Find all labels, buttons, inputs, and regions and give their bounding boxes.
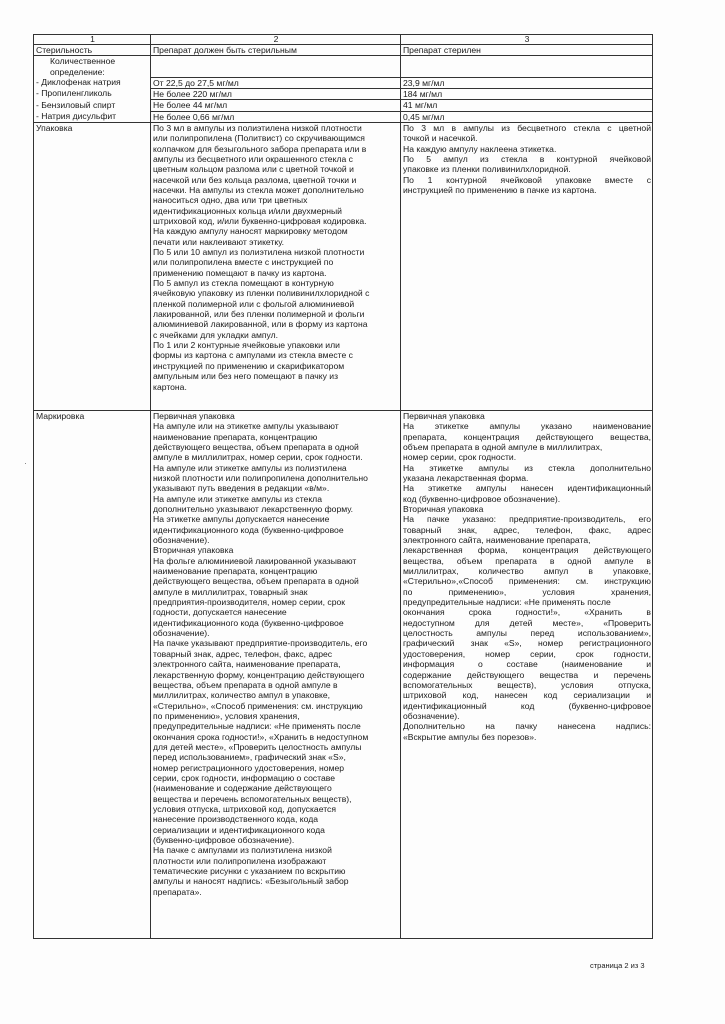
text-line: На этикетке ампулы указано наименование xyxy=(403,421,651,432)
quant-requirement: Не более 0,66 мг/мл xyxy=(151,111,401,122)
quant-result: 184 мг/мл xyxy=(401,88,653,99)
text-line: наноситься одно, два или три цветных xyxy=(153,195,308,206)
text-line: препарата, концентрация действующего вещества, xyxy=(403,431,651,442)
text-line: графический знак «S», номер регистрационного xyxy=(403,638,651,649)
text-line: номер регистрационного удостоверения, номер xyxy=(153,762,345,773)
text-line: ампулы и наносят надпись: «Безыгольный забор xyxy=(153,876,349,887)
quant-result: 0,45 мг/мл xyxy=(401,111,653,122)
text-line: вещества, объем препарата в одной ампуле в xyxy=(403,555,651,566)
text-line: предупредительные надписи: «Не применять после xyxy=(153,721,361,732)
text-line: перед использованием», графический знак «S», xyxy=(153,752,346,763)
text-line: «Стерильно»,«Способ применения: см. инструкцию xyxy=(403,576,651,587)
row-sterility xyxy=(34,45,653,56)
quantitative-label-line: определение: xyxy=(50,66,105,77)
text-line: По 1 или 2 контурные ячейковые упаковки или xyxy=(153,340,340,351)
text-line: окончания срока годности!», «Хранить в xyxy=(403,607,651,618)
text-line: или полипропилена (Политвист) со скручивающимся xyxy=(153,133,365,144)
packaging-result xyxy=(401,122,653,410)
text-line: идентификационного кода (буквенно-цифровое xyxy=(153,524,344,535)
text-line: По 5 ампул из стекла в контурной ячейковой xyxy=(403,153,651,164)
header-col-1: 1 xyxy=(34,35,151,45)
text-line: На фольге алюминиевой лакированной указывают xyxy=(153,555,357,566)
quant-name: - Бензиловый спирт xyxy=(34,100,151,111)
quant-result: 23,9 мг/мл xyxy=(401,77,653,88)
quantitative-empty xyxy=(401,56,653,77)
text-line: идентификационного кода (буквенно-цифровое xyxy=(153,617,344,628)
packaging-label: Упаковка xyxy=(34,122,151,410)
margin-mark: · xyxy=(24,458,27,468)
text-line: товарный знак, адрес, телефон, факс, адрес xyxy=(403,524,651,535)
text-line: На этикетке ампулы из стекла дополнительно xyxy=(403,462,651,473)
text-line: для детей месте», «Проверить целостность ампулы xyxy=(153,741,362,752)
text-line: указана лекарственная форма. xyxy=(403,472,529,483)
row-quantitative-heading xyxy=(34,56,653,77)
row-marking xyxy=(34,410,653,938)
text-line: По 5 или 10 ампул из полиэтилена низкой плотности xyxy=(153,247,365,258)
packaging-requirement xyxy=(151,122,401,410)
text-line: миллилитрах, количество ампул в упаковке, xyxy=(403,566,651,577)
text-line: По 3 мл в ампулы из полиэтилена низкой плотности xyxy=(153,122,362,133)
quant-result: 41 мг/мл xyxy=(401,100,653,111)
text-line: дополнительно указывают лекарственную форму. xyxy=(153,504,354,514)
text-line: миллилитрах, количество ампул в упаковке, xyxy=(153,690,331,701)
text-line: картона. xyxy=(153,381,187,392)
row-packaging xyxy=(34,122,653,410)
text-line: насечки. На ампулы из стекла может дополнительно xyxy=(153,184,364,195)
text-line: годности, допускается нанесение xyxy=(153,607,287,618)
text-line: электронного сайта, наименование препарата, xyxy=(153,659,341,670)
text-line: ячейковую упаковку из пленки поливинилхлоридной с xyxy=(153,288,370,299)
text-line: целостность ампулы перед использованием», xyxy=(403,628,651,639)
text-line: инструкцией по применению и скарификатором xyxy=(153,360,345,371)
text-line: наименование препарата, концентрацию xyxy=(153,566,318,577)
text-line: пленкой полимерной или с фольгой алюминиевой xyxy=(153,298,355,309)
marking-requirement xyxy=(151,410,401,938)
text-line: по применению», условия хранения, xyxy=(153,710,300,721)
text-line: Первичная упаковка xyxy=(153,410,235,421)
text-line: идентификационных кольца и/или двухмерный xyxy=(153,205,342,216)
text-line: нанесение производственного кода, кода xyxy=(153,814,318,825)
text-line: «Стерильно», «Способ применения: см. инструкцию xyxy=(153,700,363,711)
header-col-3: 3 xyxy=(401,35,653,45)
text-line: На каждую ампулу наносят маркировку методом xyxy=(153,226,348,237)
text-line: обозначение). xyxy=(153,535,210,546)
text-line: На этикетке ампулы нанесен идентификационный xyxy=(403,483,651,494)
text-line: вещества и перечень вспомогательных веществ), xyxy=(153,793,352,804)
text-line: информация о составе (наименование и xyxy=(403,659,651,670)
text-line: «Вскрытие ампулы без порезов». xyxy=(403,731,537,742)
text-line: сериализации и идентификационного кода xyxy=(153,824,325,835)
text-line: Первичная упаковка xyxy=(403,410,485,421)
text-line: На ампуле или этикетке ампулы из полиэтилена xyxy=(153,462,347,473)
text-line: вещества, объем препарата в одной ампуле в xyxy=(153,679,338,690)
text-line: препарата». xyxy=(153,886,202,897)
text-line: тематические рисунки с указанием по вскрытию xyxy=(153,866,346,877)
text-line: с ячейками для укладки ампул. xyxy=(153,329,279,340)
text-line: вспомогательных веществ), условия отпуска, xyxy=(403,679,651,690)
page-number: страница 2 из 3 xyxy=(590,961,645,970)
text-line: предупредительные надписи: «Не применять после xyxy=(403,597,611,608)
text-line: плотности или полипропилена изображают xyxy=(153,855,327,866)
marking-label: Маркировка xyxy=(34,410,151,938)
text-line: предприятия-производителя, номер серии, срок xyxy=(153,597,346,608)
text-line: Дополнительно на пачку нанесена надпись: xyxy=(403,721,651,732)
quantitative-label-line: Количественное xyxy=(50,56,116,67)
text-line: (наименование и содержание действующего xyxy=(153,783,332,794)
text-line: Вторичная упаковка xyxy=(153,545,234,556)
text-line: штриховой код, и/или буквенно-цифровая кодировка. xyxy=(153,216,367,226)
text-line: На пачке указано: предприятие-производитель, его xyxy=(403,514,651,525)
text-line: колпачком для безыгольного забора препарата или в xyxy=(153,143,367,154)
text-line: номер серии, срок годности. xyxy=(403,452,517,463)
text-line: упаковке из пленки поливинилхлоридной. xyxy=(403,164,571,175)
sterility-requirement: Препарат должен быть стерильным xyxy=(151,45,401,56)
text-line: На ампуле или этикетке ампулы из стекла xyxy=(153,493,322,504)
text-line: действующего вещества, объем препарата в одной xyxy=(153,576,359,587)
text-line: идентификационный код (буквенно-цифровое xyxy=(403,700,651,711)
quantitative-label xyxy=(34,56,151,77)
text-line: действующего вещества, объем препарата в одной xyxy=(153,441,359,452)
quant-requirement: Не более 44 мг/мл xyxy=(151,100,401,111)
text-line: удостоверения, номер серии, срок годности, xyxy=(403,648,651,659)
text-line: низкой плотности или полипропилена дополнительно xyxy=(153,472,368,483)
text-line: ампуле в миллилитрах, товарный знак xyxy=(153,586,308,597)
quant-row xyxy=(34,100,653,111)
text-line: Вторичная упаковка xyxy=(403,504,484,514)
text-line: На пачке с ампулами из полиэтилена низкой xyxy=(153,845,332,856)
quant-name: - Пропиленгликоль xyxy=(34,88,151,99)
text-line: окончания срока годности!», «Хранить в недоступном xyxy=(153,731,369,742)
header-col-2: 2 xyxy=(151,35,401,45)
text-line: цветным кольцом разлома или с цветной точкой и xyxy=(153,164,354,175)
text-line: содержание действующего вещества и перечень xyxy=(403,669,651,680)
text-line: инструкцией по применению в пачке из картона. xyxy=(403,184,597,195)
text-line: На каждую ампулу наклеена этикетка. xyxy=(403,143,557,154)
text-line: алюминиевой лакированной, или в форму из картона xyxy=(153,319,368,330)
text-line: точкой и насечкой. xyxy=(403,133,478,144)
quant-name: - Диклофенак натрия xyxy=(34,77,151,88)
text-line: На ампуле или на этикетке ампулы указывают xyxy=(153,421,339,432)
quantitative-empty xyxy=(151,56,401,77)
text-line: серии, срок годности, информацию о составе xyxy=(153,772,336,783)
text-line: насечкой или без кольца разлома, цветной точки и xyxy=(153,174,357,185)
text-line: На этикетке ампулы допускается нанесение xyxy=(153,514,330,525)
text-line: ампуле в миллилитрах, номер серии, срок годности. xyxy=(153,452,363,463)
text-line: лекарственная форма, концентрация действующего xyxy=(403,545,651,556)
text-line: электронного сайта, наименование препарата, xyxy=(403,535,591,546)
text-line: На пачке указывают предприятие-производитель, его xyxy=(153,638,368,649)
text-line: лекарственную форму, концентрацию действующего xyxy=(153,669,365,680)
text-line: или полипропилена вместе с инструкцией по xyxy=(153,257,334,268)
quant-row xyxy=(34,77,653,88)
spec-table xyxy=(33,34,653,939)
quant-requirement: Не более 220 мг/мл xyxy=(151,88,401,99)
text-line: По 1 контурной ячейковой упаковке вместе с xyxy=(403,174,651,185)
text-line: недоступном для детей месте», «Проверить xyxy=(403,617,651,628)
text-line: указывают путь введения в редакции «в/м». xyxy=(153,483,330,494)
text-line: условия отпуска, штриховой код, допускается xyxy=(153,803,336,814)
text-line: объем препарата в одной ампуле в миллилитрах, xyxy=(403,441,603,452)
marking-result xyxy=(401,410,653,938)
text-line: формы из картона с ампулами из стекла вместе с xyxy=(153,350,353,361)
quant-row xyxy=(34,111,653,122)
quant-row xyxy=(34,88,653,99)
text-line: По 3 мл в ампулы из бесцветного стекла с цветной xyxy=(403,122,651,133)
text-line: лакированной, или без пленки полимерной и фольги xyxy=(153,309,365,320)
text-line: печати или наклеивают этикетку. xyxy=(153,236,285,247)
text-line: обозначение). xyxy=(403,710,460,721)
text-line: штриховой код, нанесен код сериализации и xyxy=(403,690,651,701)
text-line: (буквенно-цифровое обозначение). xyxy=(153,835,295,845)
text-line: обозначение). xyxy=(153,628,210,639)
text-line: По 5 ампул из стекла помещают в контурную xyxy=(153,278,334,289)
text-line: по применению», условия хранения, xyxy=(403,586,651,597)
text-line: применению помещают в пачку из картона. xyxy=(153,267,327,278)
sterility-result: Препарат стерилен xyxy=(401,45,653,56)
quant-requirement: От 22,5 до 27,5 мг/мл xyxy=(151,77,401,88)
header-row xyxy=(34,35,653,45)
sterility-label: Стерильность xyxy=(34,45,151,56)
text-line: ампулы из бесцветного или окрашенного стекла с xyxy=(153,153,353,164)
text-line: код (буквенно-цифровое обозначение). xyxy=(403,493,561,504)
quant-name: - Натрия дисульфит xyxy=(34,111,151,122)
text-line: ампульным или без него помещают в пачку из xyxy=(153,371,339,382)
text-line: наименование препарата, концентрацию xyxy=(153,431,318,442)
text-line: товарный знак, адрес, телефон, факс, адрес xyxy=(153,648,333,659)
